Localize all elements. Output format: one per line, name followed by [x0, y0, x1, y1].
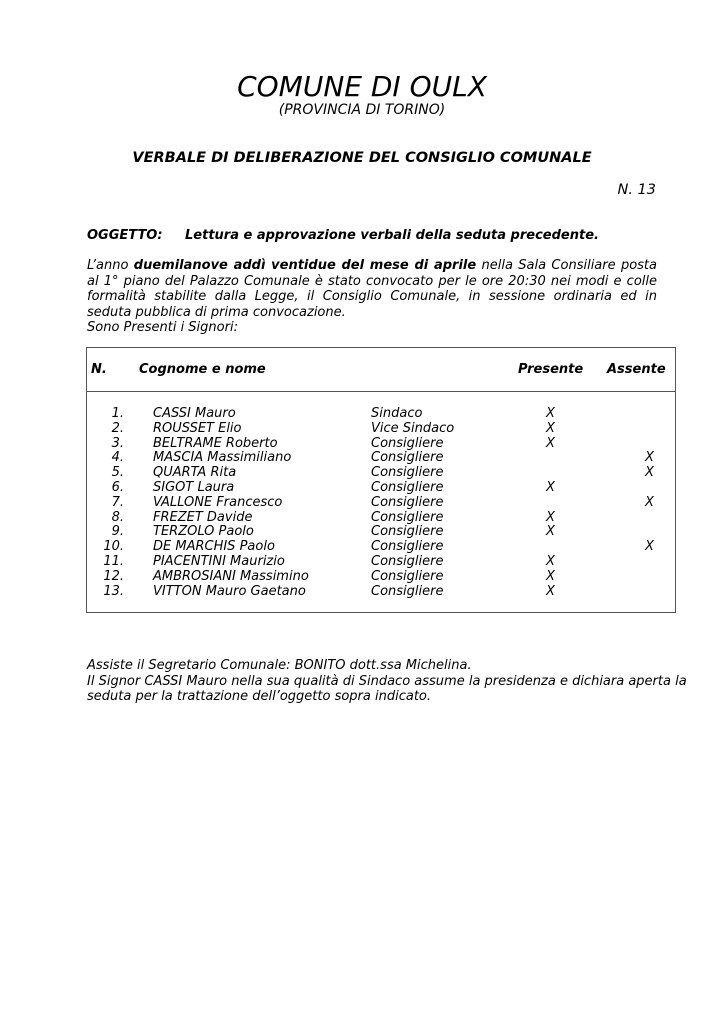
row-role: Consigliere: [371, 479, 444, 495]
row-name: BELTRAME Roberto: [153, 435, 278, 451]
row-role: Consigliere: [371, 539, 444, 555]
row-absent-mark: X: [645, 494, 654, 510]
row-present-mark: X: [546, 568, 555, 584]
row-role: Sindaco: [371, 406, 423, 421]
table-row: [0, 422, 724, 437]
table-row: [0, 511, 724, 526]
present-line: Sono Presenti i Signori:: [87, 320, 238, 335]
row-number: 1.: [111, 406, 124, 421]
row-name: TERZOLO Paolo: [153, 524, 254, 540]
row-present-mark: X: [546, 435, 555, 451]
row-role: Consigliere: [371, 553, 444, 569]
row-name: FREZET Davide: [153, 509, 253, 525]
row-absent-mark: X: [645, 539, 654, 555]
row-present-mark: X: [546, 509, 555, 525]
header-absent: Assente: [607, 362, 666, 377]
row-role: Consigliere: [371, 450, 444, 466]
row-number: 3.: [111, 435, 124, 451]
table-row: [0, 570, 724, 585]
attendance-rows: [0, 407, 724, 599]
row-name: AMBROSIANI Massimino: [153, 568, 309, 584]
row-role: Consigliere: [371, 583, 444, 599]
row-name: QUARTA Rita: [153, 465, 237, 481]
row-number: 10.: [103, 539, 124, 555]
table-row: [0, 466, 724, 481]
row-role: Consigliere: [371, 568, 444, 584]
row-number: 11.: [103, 553, 124, 569]
row-number: 12.: [103, 568, 124, 584]
row-present-mark: X: [546, 524, 555, 540]
deliberation-number: N. 13: [617, 182, 656, 198]
row-name: CASSI Mauro: [153, 406, 236, 421]
table-row: [0, 437, 724, 452]
chair-line: Il Signor CASSI Mauro nella sua qualità di Sindaco assume la presidenza e dichiara aperta la seduta per la trattazione dell’oggetto sopra indicato.: [87, 673, 687, 704]
table-row: [0, 555, 724, 570]
row-role: Consigliere: [371, 465, 444, 481]
table-row: [0, 525, 724, 540]
table-row: [0, 585, 724, 600]
table-row: [0, 540, 724, 555]
row-role: Consigliere: [371, 509, 444, 525]
row-number: 7.: [111, 494, 124, 510]
table-divider: [86, 391, 676, 392]
row-role: Vice Sindaco: [371, 420, 455, 436]
row-absent-mark: X: [645, 450, 654, 466]
row-role: Consigliere: [371, 435, 444, 451]
table-row: [0, 451, 724, 466]
row-present-mark: X: [546, 553, 555, 569]
row-number: 6.: [111, 479, 124, 495]
subject-label: OGGETTO:: [87, 228, 163, 243]
header-name: Cognome e nome: [139, 362, 266, 377]
row-name: ROUSSET Elio: [153, 420, 242, 436]
intro-paragraph: [87, 258, 657, 336]
row-present-mark: X: [546, 479, 555, 495]
row-role: Consigliere: [371, 524, 444, 540]
row-role: Consigliere: [371, 494, 444, 510]
intro-prefix: L’anno: [87, 258, 134, 273]
secretary-line: Assiste il Segretario Comunale: BONITO dott.ssa Michelina.: [87, 658, 472, 673]
row-name: SIGOT Laura: [153, 479, 235, 495]
intro-text: [87, 258, 657, 320]
header-number: N.: [91, 362, 107, 377]
table-row: [0, 407, 724, 422]
table-row: [0, 481, 724, 496]
row-present-mark: X: [546, 406, 555, 421]
row-number: 4.: [111, 450, 124, 466]
row-number: 2.: [111, 420, 124, 436]
subject-line: [87, 228, 657, 243]
row-present-mark: X: [546, 583, 555, 599]
document-subtitle: (PROVINCIA DI TORINO): [278, 102, 446, 118]
document-title: COMUNE DI OULX: [237, 70, 487, 103]
row-name: VALLONE Francesco: [153, 494, 283, 510]
row-name: MASCIA Massimiliano: [153, 450, 292, 466]
intro-date: duemilanove addì ventidue del mese di aprile: [133, 258, 477, 273]
header-present: Presente: [518, 362, 584, 377]
row-number: 9.: [111, 524, 124, 540]
row-present-mark: X: [546, 420, 555, 436]
intro-body: nella Sala Consiliare posta al 1° piano del Palazzo Comunale è stato convocato per le ore 20:30 nei modi e colle formalità stabilite dalla Legge, il Consiglio Comunale, in sessione ordinaria ed in seduta pubblica di prima convocazione.: [87, 258, 657, 320]
table-row: [0, 496, 724, 511]
subject-text: Lettura e approvazione verbali della seduta precedente.: [185, 228, 599, 243]
row-number: 8.: [111, 509, 124, 525]
row-name: PIACENTINI Maurizio: [153, 553, 285, 569]
document-heading: VERBALE DI DELIBERAZIONE DEL CONSIGLIO COMUNALE: [132, 150, 592, 166]
row-number: 5.: [111, 465, 124, 481]
row-absent-mark: X: [645, 465, 654, 481]
row-name: DE MARCHIS Paolo: [153, 539, 275, 555]
row-number: 13.: [103, 583, 124, 599]
row-name: VITTON Mauro Gaetano: [153, 583, 306, 599]
closing-paragraph: [87, 658, 687, 705]
